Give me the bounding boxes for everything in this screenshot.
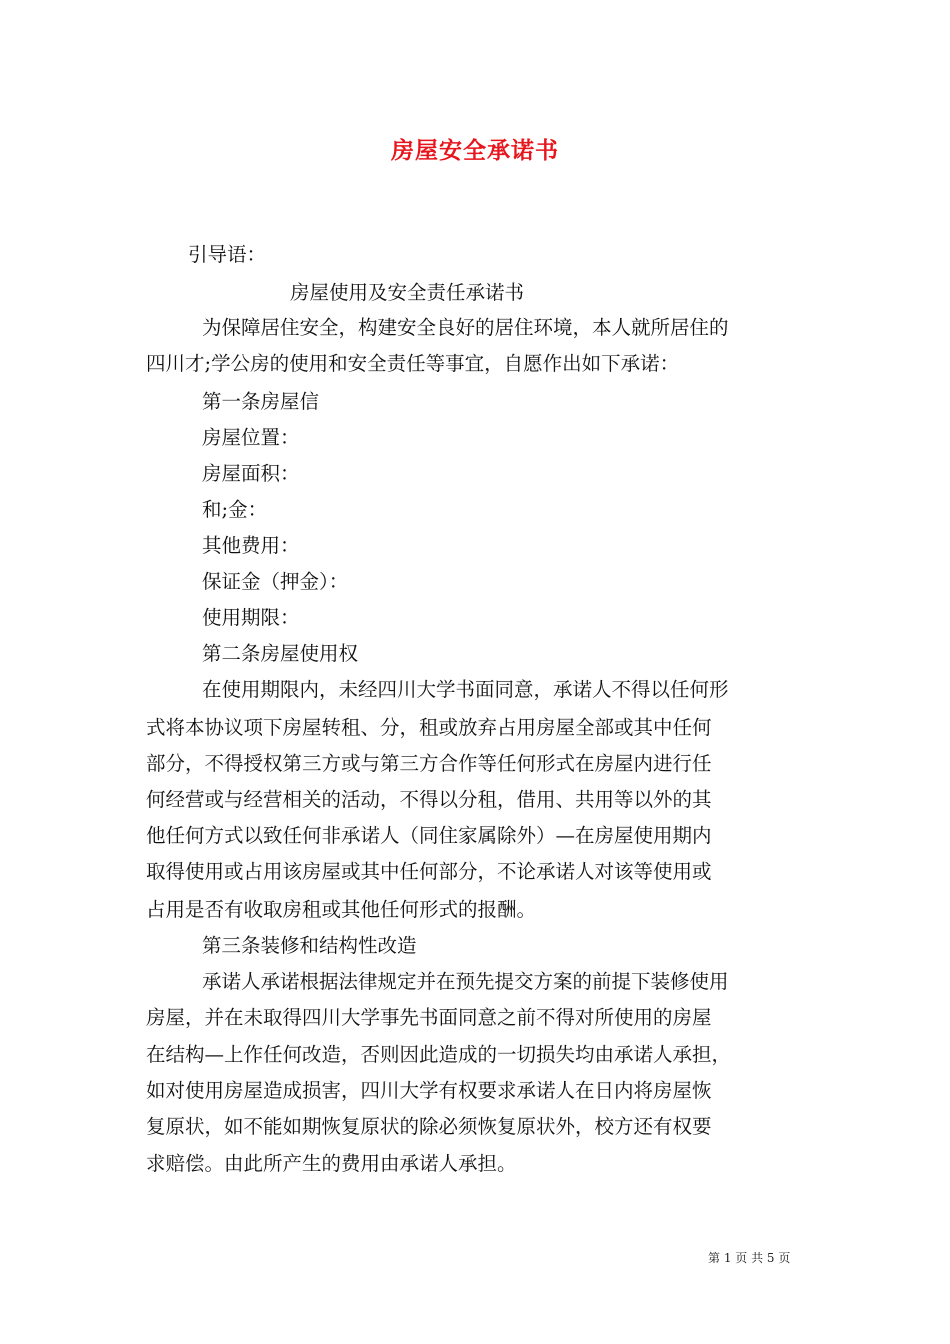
paragraph-line: 式将本协议项下房屋转租、分，租或放弃占用房屋全部或其中任何 [146,716,712,739]
section-heading: 第二条房屋使用权 [202,642,359,665]
paragraph-line: 他任何方式以致任何非承诺人（同住家属除外）—在房屋使用期内 [146,824,712,847]
paragraph-line: 复原状，如不能如期恢复原状的除必须恢复原状外，校方还有权要 [146,1115,712,1138]
paragraph-line: 取得使用或占用该房屋或其中任何部分，不论承诺人对该等使用或 [146,860,712,883]
paragraph-line: 部分，不得授权第三方或与第三方合作等任何形式在房屋内进行任 [146,752,712,775]
paragraph-line: 四川才;学公房的使用和安全责任等事宜，自愿作出如下承诺： [146,352,680,375]
paragraph-line: 为保障居住安全，构建安全良好的居住环境，本人就所居住的 [202,316,729,339]
section-heading: 第一条房屋信 [202,390,320,413]
subtitle: 房屋使用及安全责任承诺书 [290,281,525,304]
section-heading: 第三条装修和结构性改造 [202,934,417,957]
paragraph-line: 如对使用房屋造成损害，四川大学有权要求承诺人在日内将房屋恢 [146,1079,712,1102]
field-label: 和;金： [202,498,268,521]
page-number: 第 1 页 共 5 页 [708,1251,791,1265]
intro-label: 引导语： [188,243,267,266]
paragraph-line: 求赔偿。由此所产生的费用由承诺人承担。 [146,1152,517,1175]
field-label: 房屋面积： [202,462,300,485]
paragraph-line: 在使用期限内，未经四川大学书面同意，承诺人不得以任何形 [202,678,729,701]
paragraph-line: 在结构—上作任何改造，否则因此造成的一切损失均由承诺人承担， [146,1043,732,1066]
paragraph-line: 承诺人承诺根据法律规定并在预先提交方案的前提下装修使用 [202,970,729,993]
field-label: 保证金（押金）： [202,570,349,593]
paragraph-line: 何经营或与经营相关的活动，不得以分租，借用、共用等以外的其 [146,788,712,811]
field-label: 房屋位置： [202,426,300,449]
paragraph-line: 房屋，并在未取得四川大学事先书面同意之前不得对所使用的房屋 [146,1006,712,1029]
paragraph-line: 占用是否有收取房租或其他任何形式的报酬。 [146,898,537,921]
field-label: 其他费用： [202,534,300,557]
field-label: 使用期限： [202,606,300,629]
document-title: 房屋安全承诺书 [391,137,559,164]
